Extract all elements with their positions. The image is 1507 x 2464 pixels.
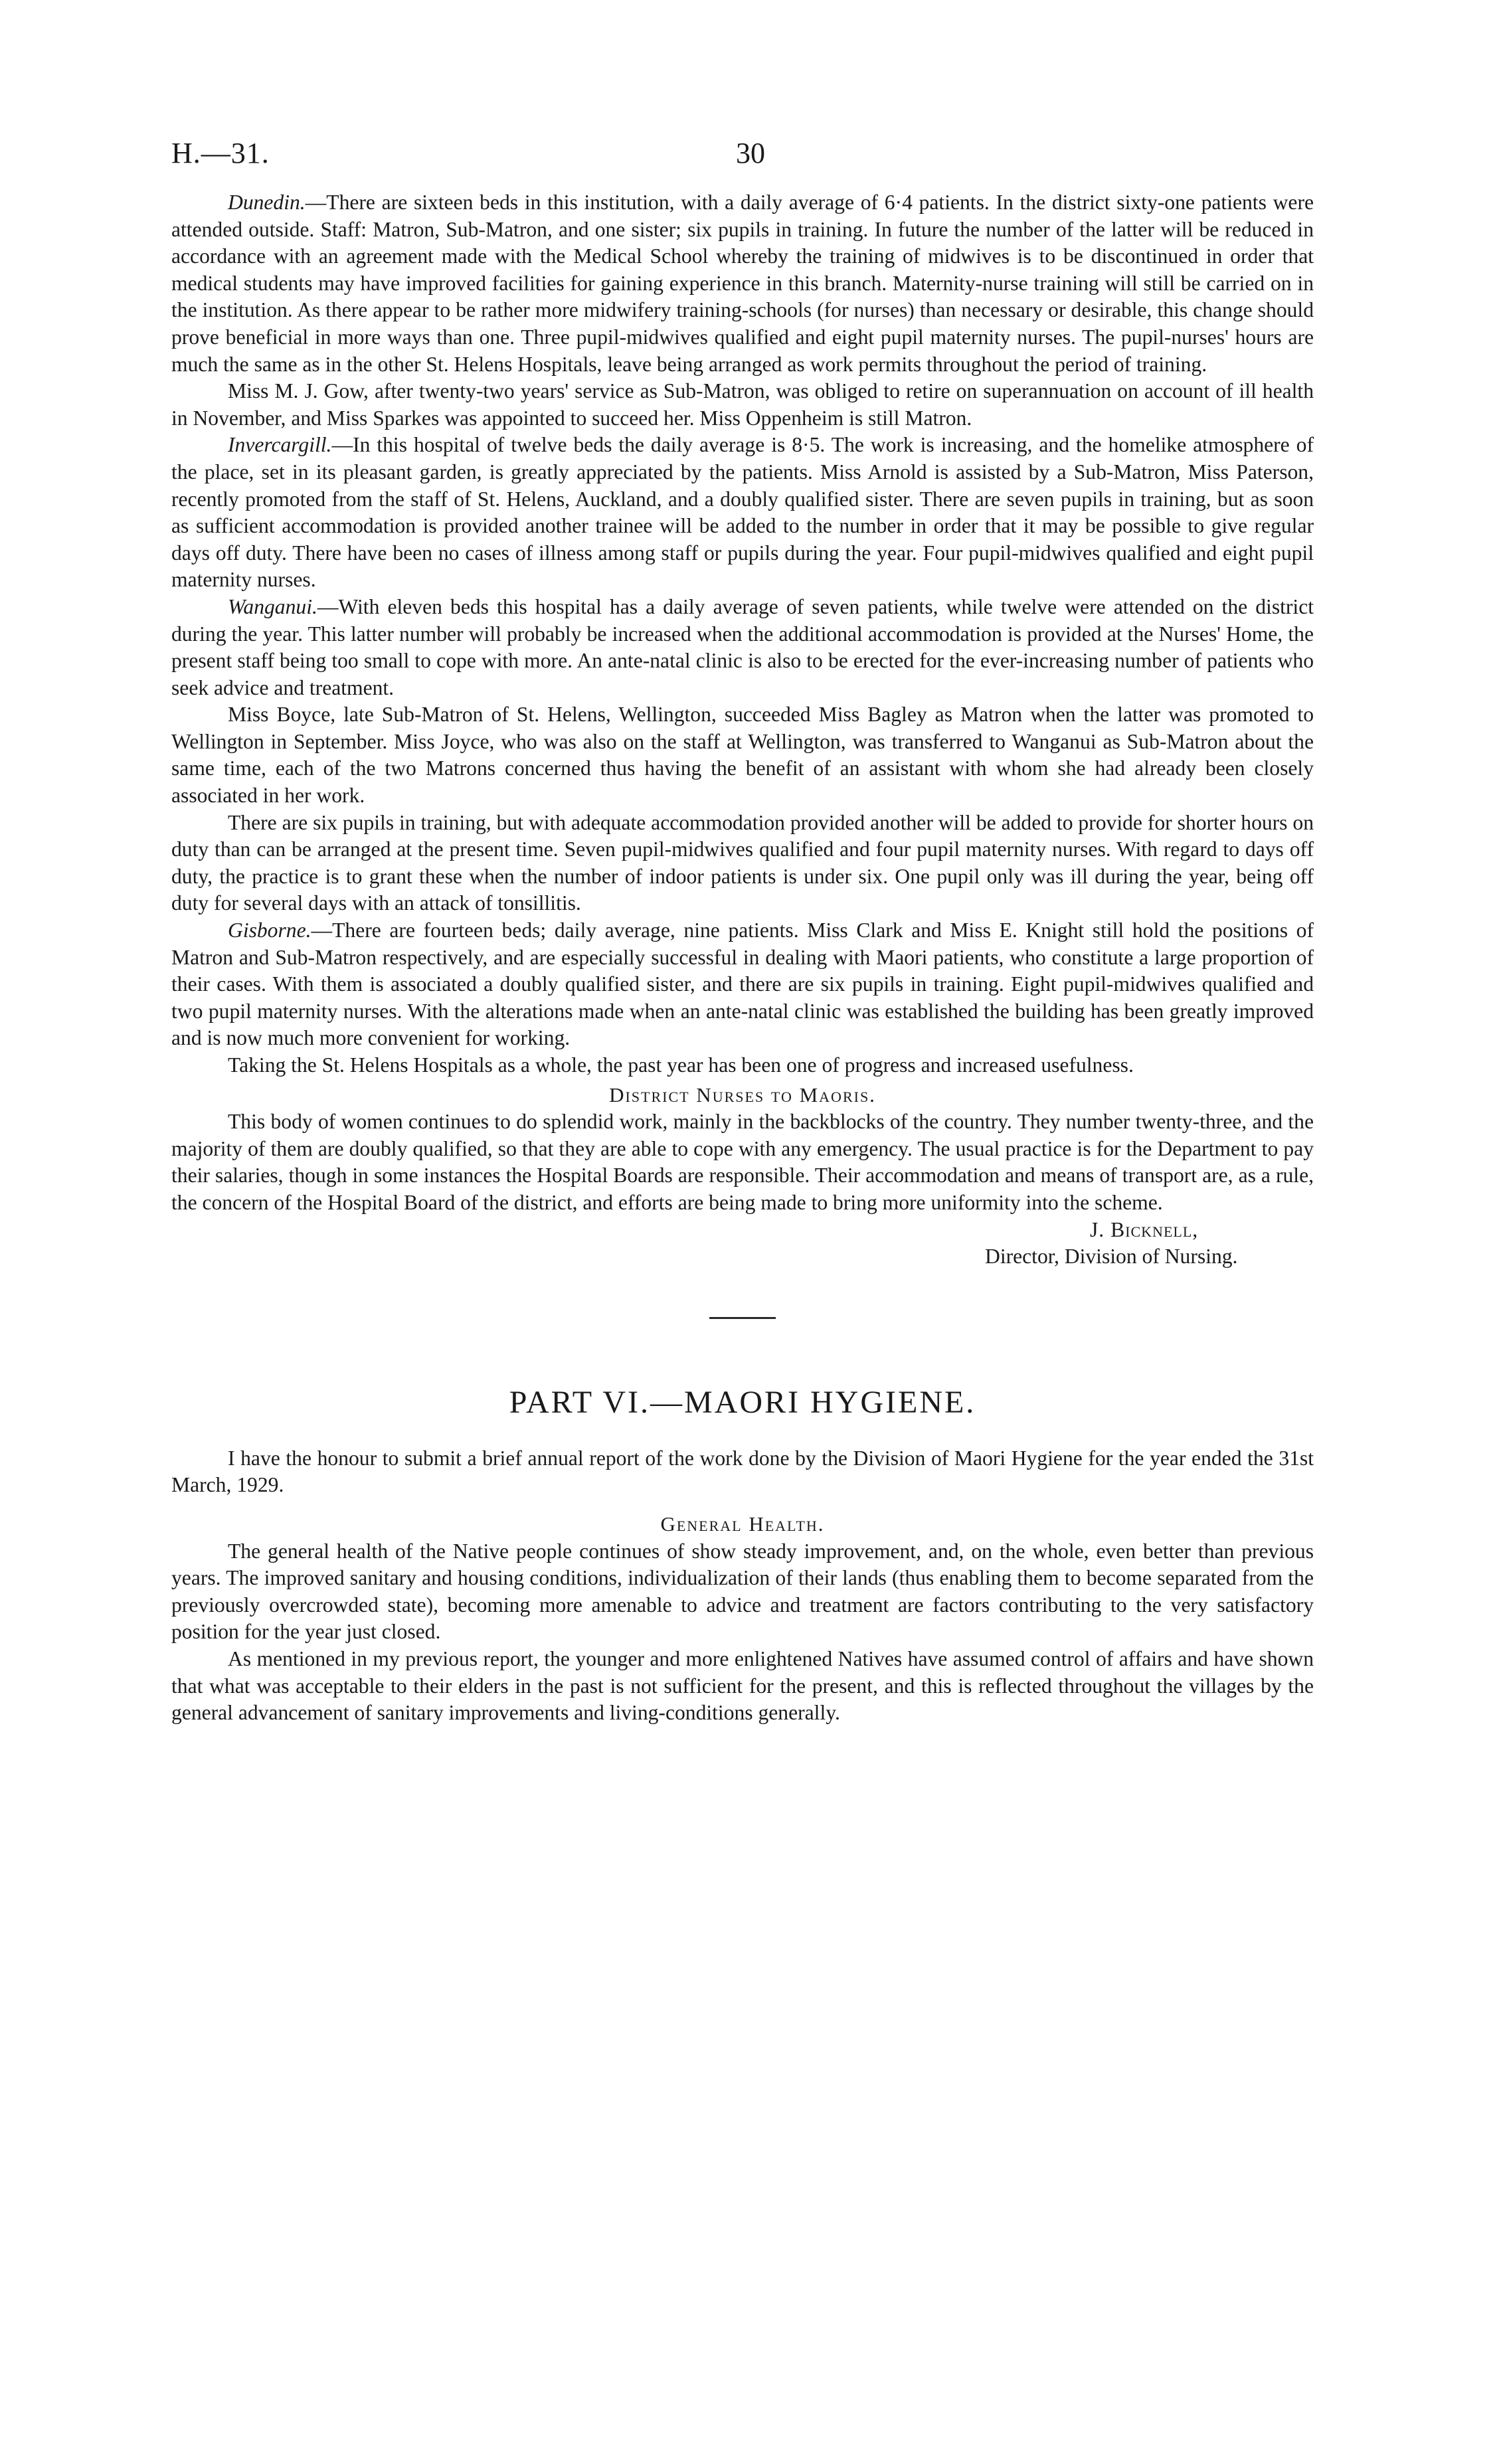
paragraph-wanganui — [171, 594, 1314, 701]
paragraph-dunedin — [171, 189, 1314, 378]
paragraph-gow: Miss M. J. Gow, after twenty-two years' service as Sub-Matron, was obliged to retire on superannuation on account of ill health in November, and Miss Sparkes was appointed to succeed her. Miss Oppenheim is still Matron. — [171, 379, 1314, 430]
page-header — [171, 136, 1314, 176]
paragraph-gisborne — [171, 917, 1314, 1052]
place-heading-gisborne: Gisborne. — [228, 919, 311, 942]
document-code: H.—31. — [171, 137, 270, 169]
part-title: PART VI.—MAORI HYGIENE. — [509, 1384, 976, 1420]
paragraph-text: —With eleven beds this hospital has a daily average of seven patients, while twelve were attended on the district during the year. This latter number will probably be increased when the additional accommodation is provided at the Nurses' Home, the present staff being too small to cope with more. An ante-natal clinic is also to be erected for the ever-increasing number of patients who seek advice and treatment. — [171, 594, 1314, 699]
section-heading-district-nurses: District Nurses to Maoris. — [609, 1083, 876, 1106]
section-heading-general-health: General Health. — [660, 1512, 825, 1536]
document-body — [171, 189, 1314, 1727]
paragraph-taking: Taking the St. Helens Hospitals as a whole, the past year has been one of progress and increased usefulness. — [228, 1053, 1134, 1077]
paragraph-mentioned: As mentioned in my previous report, the younger and more enlightened Natives have assumed control of affairs and have shown that what was acceptable to their elders in the past is not sufficient for the present, and this is reflected throughout the villages by the general advancement of sanitary improvements and living-conditions generally. — [171, 1646, 1314, 1725]
page-number: 30 — [736, 137, 765, 169]
paragraph-district: This body of women continues to do splendid work, mainly in the backblocks of the country. They number twenty-three, and the majority of them are doubly qualified, so that they are able to cope with any emergency. The usual practice is for the Department to pay their salaries, though in some instances the Hospital Boards are responsible. Their accommodation and means of transport are, as a rule, the concern of the Hospital Board of the district, and efforts are being made to bring more uniformity into the scheme. — [171, 1110, 1314, 1214]
place-heading-wanganui: Wanganui. — [228, 594, 317, 618]
paragraph-general: The general health of the Native people continues of show steady improvement, and, on the whole, even better than previous years. The improved sanitary and housing conditions, individualization of their lands (thus enabling them to become separated from the previously overcrowded state), becoming more amenable to advice and treatment are factors contributing to the very satisfactory position for the year just closed. — [171, 1539, 1314, 1644]
section-divider — [709, 1317, 776, 1319]
paragraph-text: —There are sixteen beds in this institution, with a daily average of 6·4 patients. In the district sixty-one patients were attended outside. Staff: Matron, Sub-Matron, and one sister; six pupils in training. In future the number of the latter will be reduced in accordance with an agreement made with the Medical School whereby the training of midwives is to be discontinued in order that medical students may have improved facilities for gaining experience in this branch. Maternity-nurse training will still be carried on in the institution. As there appear to be rather more midwifery training-schools (for nurses) than necessary or desirable, this change should prove beneficial in more ways than one. Three pupil-midwives qualified and eight pupil maternity nurses. The pupil-nurses' hours are much the same as in the other St. Helens Hospitals, leave being arranged as work permits throughout the period of training. — [171, 191, 1314, 376]
signature-name: J. Bicknell, — [1090, 1217, 1199, 1241]
paragraph-invercargill — [171, 432, 1314, 594]
place-heading-dunedin: Dunedin. — [228, 191, 306, 214]
paragraph-boyce: Miss Boyce, late Sub-Matron of St. Helens, Wellington, succeeded Miss Bagley as Matron when the latter was promoted to Wellington in September. Miss Joyce, who was also on the staff at Wellington, was transferred to Wanganui as Sub-Matron about the same time, each of the two Matrons concerned thus having the benefit of an assistant with whom she had already been closely associated in her work. — [171, 703, 1314, 808]
paragraph-intro: I have the honour to submit a brief annual report of the work done by the Division of Maori Hygiene for the year ended the 31st March, 1929. — [171, 1446, 1314, 1497]
signature-title: Director, Division of Nursing. — [985, 1245, 1238, 1269]
paragraph-text: —There are fourteen beds; daily average, nine patients. Miss Clark and Miss E. Knight still hold the positions of Matron and Sub-Matron respectively, and are especially successful in dealing with Maori patients, who constitute a large proportion of their cases. With them is associated a doubly qualified sister, and there are six pupils in training. Eight pupil-midwives qualified and two pupil maternity nurses. With the alterations made when an ante-natal clinic was established the building has been greatly improved and is now much more convenient for working. — [171, 919, 1314, 1050]
paragraph-six-pupils: There are six pupils in training, but with adequate accommodation provided another will be added to provide for shorter hours on duty than can be arranged at the present time. Seven pupil-midwives qualified and four pupil maternity nurses. With regard to days off duty, the practice is to grant these when the number of indoor patients is under six. One pupil only was ill during the year, being off duty for several days with an attack of tonsillitis. — [171, 810, 1314, 915]
paragraph-text: —In this hospital of twelve beds the daily average is 8·5. The work is increasing, and the homelike atmosphere of the place, set in its pleasant garden, is greatly appreciated by the patients. Miss Arnold is assisted by a Sub-Matron, Miss Paterson, recently promoted from the staff of St. Helens, Auckland, and a doubly qualified sister. There are seven pupils in training, but as soon as sufficient accommodation is provided another trainee will be added to the number in order that it may be possible to give regular days off duty. There have been no cases of illness among staff or pupils during the year. Four pupil-midwives qualified and eight pupil maternity nurses. — [171, 433, 1314, 592]
place-heading-invercargill: Invercargill. — [228, 433, 332, 457]
